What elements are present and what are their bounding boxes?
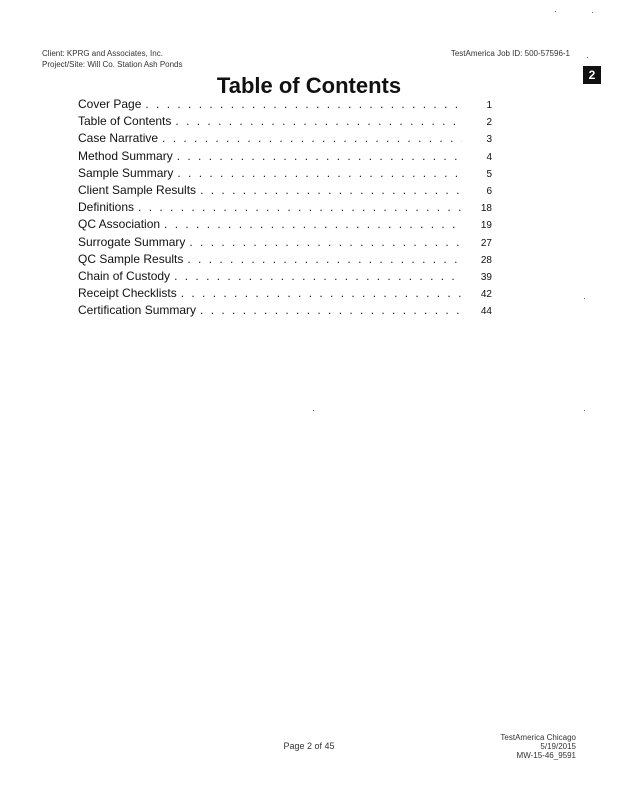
toc-row[interactable] [78, 182, 492, 199]
report-date: 5/19/2015 [540, 742, 576, 751]
report-ref: MW-15-46_9591 [516, 751, 576, 760]
page-title: Table of Contents [216, 73, 402, 98]
page-number: Page 2 of 45 [283, 741, 335, 751]
scan-speck [313, 410, 314, 411]
dot-leader [187, 251, 462, 268]
toc-page: 18 [480, 203, 492, 215]
dot-leader [189, 234, 462, 251]
toc-label: Receipt Checklists [78, 286, 177, 301]
toc-row[interactable] [78, 165, 492, 182]
toc-label: QC Sample Results [78, 251, 184, 266]
scan-speck [592, 12, 593, 13]
toc-row[interactable] [78, 234, 492, 251]
toc-row[interactable] [78, 96, 492, 113]
job-id: TestAmerica Job ID: 500-57596-1 [450, 49, 570, 58]
dot-leader [177, 165, 462, 182]
lab-name: TestAmerica Chicago [500, 733, 576, 742]
client-line: Client: KPRG and Associates, Inc. [42, 49, 163, 58]
toc-row[interactable] [78, 199, 492, 216]
toc-row[interactable] [78, 148, 492, 165]
toc-label: Surrogate Summary [78, 234, 186, 249]
toc-page: 4 [486, 151, 492, 163]
toc-page: 39 [480, 271, 492, 283]
toc-label: QC Association [78, 217, 161, 232]
footer-right [500, 733, 576, 760]
dot-leader [162, 130, 462, 147]
toc-label: Table of Contents [78, 114, 172, 129]
dot-leader [177, 148, 462, 165]
toc-page: 5 [486, 168, 492, 180]
toc-page: 6 [486, 185, 492, 197]
toc-page: 19 [480, 220, 492, 232]
toc-label: Case Narrative [78, 131, 159, 146]
scan-speck [584, 410, 585, 411]
toc-label: Cover Page [78, 97, 142, 111]
toc-page: 27 [480, 237, 492, 249]
toc-row[interactable] [78, 113, 492, 130]
toc-label: Definitions [78, 200, 135, 215]
dot-leader [174, 268, 462, 285]
dot-leader [164, 216, 462, 233]
scan-speck [587, 57, 588, 58]
toc-row[interactable] [78, 216, 492, 233]
dot-leader [181, 285, 462, 302]
toc-label: Chain of Custody [78, 268, 171, 283]
toc-page: 2 [486, 117, 492, 129]
toc-row[interactable] [78, 302, 492, 319]
toc-label: Certification Summary [78, 303, 197, 318]
dot-leader [175, 113, 462, 130]
dot-leader [200, 182, 462, 199]
toc-label: Sample Summary [78, 165, 174, 180]
toc-page: 1 [486, 100, 492, 111]
scan-speck [584, 298, 585, 299]
toc-page: 44 [480, 306, 492, 318]
table-of-contents [78, 96, 492, 319]
scan-speck [555, 11, 556, 12]
dot-leader [138, 199, 462, 216]
section-badge: 2 [583, 66, 601, 84]
project-line: Project/Site: Will Co. Station Ash Ponds [42, 60, 183, 69]
dot-leader [145, 96, 462, 113]
toc-page: 3 [486, 134, 492, 146]
toc-label: Client Sample Results [78, 182, 197, 197]
toc-row[interactable] [78, 251, 492, 268]
toc-label: Method Summary [78, 148, 173, 163]
toc-row[interactable] [78, 285, 492, 302]
toc-row[interactable] [78, 268, 492, 285]
toc-row[interactable] [78, 130, 492, 147]
header-left [42, 48, 183, 70]
dot-leader [200, 302, 462, 319]
toc-page: 42 [480, 289, 492, 301]
toc-page: 28 [480, 254, 492, 266]
